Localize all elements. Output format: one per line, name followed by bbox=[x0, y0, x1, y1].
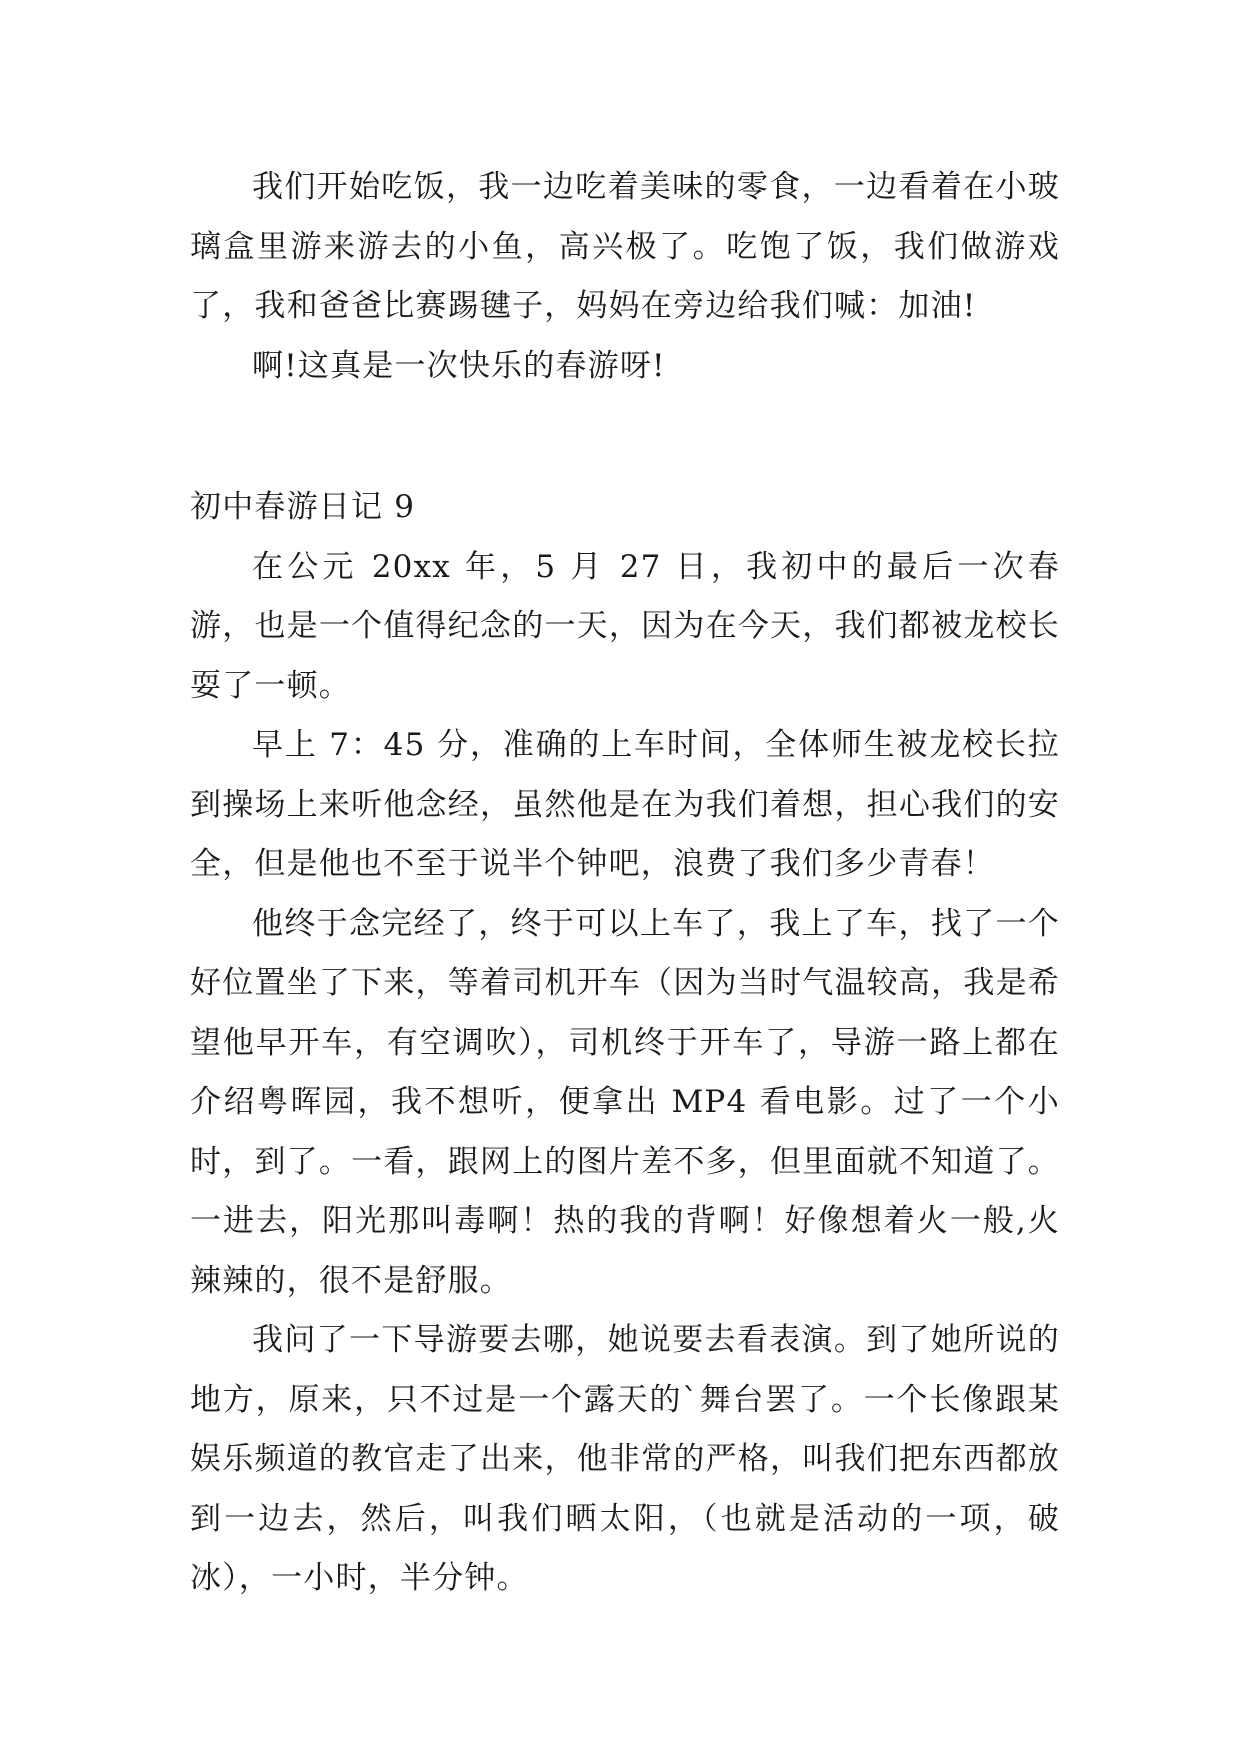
document-body bbox=[190, 158, 1060, 1609]
paragraph: 啊!这真是一次快乐的春游呀! bbox=[252, 347, 666, 384]
paragraph: 我们开始吃饭，我一边吃着美味的零食，一边看着在小玻璃盒里游来游去的小鱼，高兴极了。吃饱了饭，我们做游戏了，我和爸爸比赛踢毽子，妈妈在旁边给我们喊：加油! bbox=[190, 169, 1060, 324]
paragraph: 在公元 20xx 年，5 月 27 日，我初中的最后一次春游，也是一个值得纪念的一天，因为在今天，我们都被龙校长耍了一顿。 bbox=[190, 548, 1060, 704]
paragraph: 我问了一下导游要去哪，她说要去看表演。到了她所说的地方，原来，只不过是一个露天的`舞台罢了。一个长像跟某娱乐频道的教官走了出来，他非常的严格，叫我们把东西都放到一边去，然后，叫我们晒太阳，（也就是活动的一项，破冰），一小时，半分钟。 bbox=[190, 1322, 1060, 1596]
paragraph: 他终于念完经了，终于可以上车了，我上了车，找了一个好位置坐了下来，等着司机开车（因为当时气温较高，我是希望他早开车，有空调吹），司机终于开车了，导游一路上都在介绍粤晖园，我不想听，便拿出 MP4 看电影。过了一个小时，到了。一看，跟网上的图片差不多，但里面就不知道了。一进去，阳光那叫毒啊！热的我的背啊！好像想着火一般,火辣辣的，很不是舒服。 bbox=[190, 905, 1060, 1299]
paragraph: 早上 7：45 分，准确的上车时间，全体师生被龙校长拉到操场上来听他念经，虽然他是在为我们着想，担心我们的安全，但是他也不至于说半个钟吧，浪费了我们多少青春！ bbox=[190, 727, 1060, 882]
section-title: 初中春游日记 9 bbox=[190, 489, 416, 525]
